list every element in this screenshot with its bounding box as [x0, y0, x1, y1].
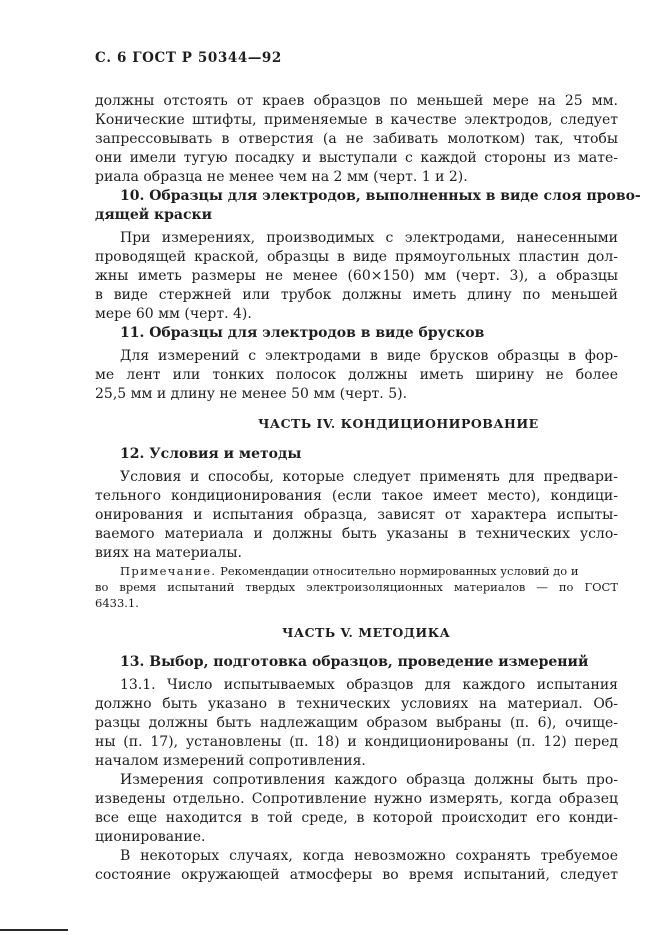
- paragraph-line: ме лент или тонких полосок должны иметь ширину не более: [95, 367, 618, 383]
- note-line: 6433.1.: [95, 596, 139, 610]
- paragraph-line: онирования и испытания образца, зависят от характера испыты-: [95, 507, 618, 523]
- scan-edge-mark: [0, 929, 68, 931]
- paragraph-line: должны отстоять от краев образцов по меньшей мере на 25 мм.: [95, 93, 618, 109]
- paragraph-line: тельного кондиционирования (если такое имеет место), кондици-: [95, 488, 618, 504]
- paragraph-line: ваемого материала и должны быть указаны в технических усло-: [95, 526, 618, 542]
- paragraph-line: проводящей краской, образцы в виде прямоугольных пластин дол-: [95, 249, 618, 265]
- paragraph-line: риала образца не менее чем на 2 мм (черт. 1 и 2).: [95, 169, 468, 185]
- paragraph-line: Измерения сопротивления каждого образца должны быть про-: [120, 772, 618, 788]
- note-text: Рекомендации относительно нормированных условий до и: [216, 564, 579, 578]
- paragraph-line: При измерениях, производимых с электродами, нанесенными: [120, 230, 618, 246]
- part-4-title: ЧАСТЬ IV. КОНДИЦИОНИРОВАНИЕ: [258, 416, 539, 431]
- paragraph-line: должно быть указано в технических условиях на материал. Об-: [95, 696, 618, 712]
- section-10-heading-cont: дящей краски: [95, 207, 212, 223]
- paragraph-line: запрессовывать в отверстия (а не забивать молотком) так, чтобы: [95, 131, 618, 147]
- paragraph-line: жны иметь размеры не менее (60×150) мм (черт. 3), а образцы: [95, 268, 618, 284]
- section-10-heading: 10. Образцы для электродов, выполненных в виде слоя прово-: [120, 188, 641, 204]
- paragraph-line: 25,5 мм и длину не менее 50 мм (черт. 5).: [95, 386, 408, 402]
- part-5-title: ЧАСТЬ V. МЕТОДИКА: [282, 625, 451, 640]
- paragraph-line: виях на материалы.: [95, 545, 242, 561]
- paragraph-line: ны (п. 17), установлены (п. 18) и кондиционированы (п. 12) перед: [95, 734, 618, 750]
- paragraph-line: Условия и способы, которые следует применять для предвари-: [120, 469, 618, 485]
- paragraph-line: началом измерений сопротивления.: [95, 753, 366, 769]
- page-header: С. 6 ГОСТ Р 50344—92: [95, 50, 282, 66]
- section-13-heading: 13. Выбор, подготовка образцов, проведение измерений: [120, 654, 589, 670]
- paragraph-line: 13.1. Число испытываемых образцов для каждого испытания: [120, 677, 618, 693]
- paragraph-line: изведены отдельно. Сопротивление нужно измерять, когда образец: [95, 791, 618, 807]
- paragraph-line: мере 60 мм (черт. 4).: [95, 306, 252, 322]
- paragraph-line: ционирование.: [95, 829, 206, 845]
- note-line: [120, 563, 579, 579]
- paragraph-line: Для измерений с электродами в виде брусков образцы в фор-: [120, 348, 618, 364]
- paragraph-line: Конические штифты, применяемые в качестве электродов, следует: [95, 112, 618, 128]
- paragraph-line: состояние окружающей атмосферы во время испытаний, следует: [95, 867, 618, 883]
- paragraph-line: в виде стержней или трубок должны иметь длину по меньшей: [95, 287, 618, 303]
- note-line: во время испытаний твердых электроизоляционных материалов — по ГОСТ: [95, 580, 618, 594]
- paragraph-line: разцы должны быть надлежащим образом выбраны (п. 6), очище-: [95, 715, 618, 731]
- paragraph-line: В некоторых случаях, когда невозможно сохранять требуемое: [120, 848, 618, 864]
- paragraph-line: все еще находится в той среде, в которой происходит его конди-: [95, 810, 618, 826]
- section-12-heading: 12. Условия и методы: [120, 446, 302, 462]
- paragraph-line: они имели тугую посадку и выступали с каждой стороны из мате-: [95, 150, 618, 166]
- section-11-heading: 11. Образцы для электродов в виде брусков: [120, 325, 485, 341]
- note-label: Примечание.: [120, 564, 217, 578]
